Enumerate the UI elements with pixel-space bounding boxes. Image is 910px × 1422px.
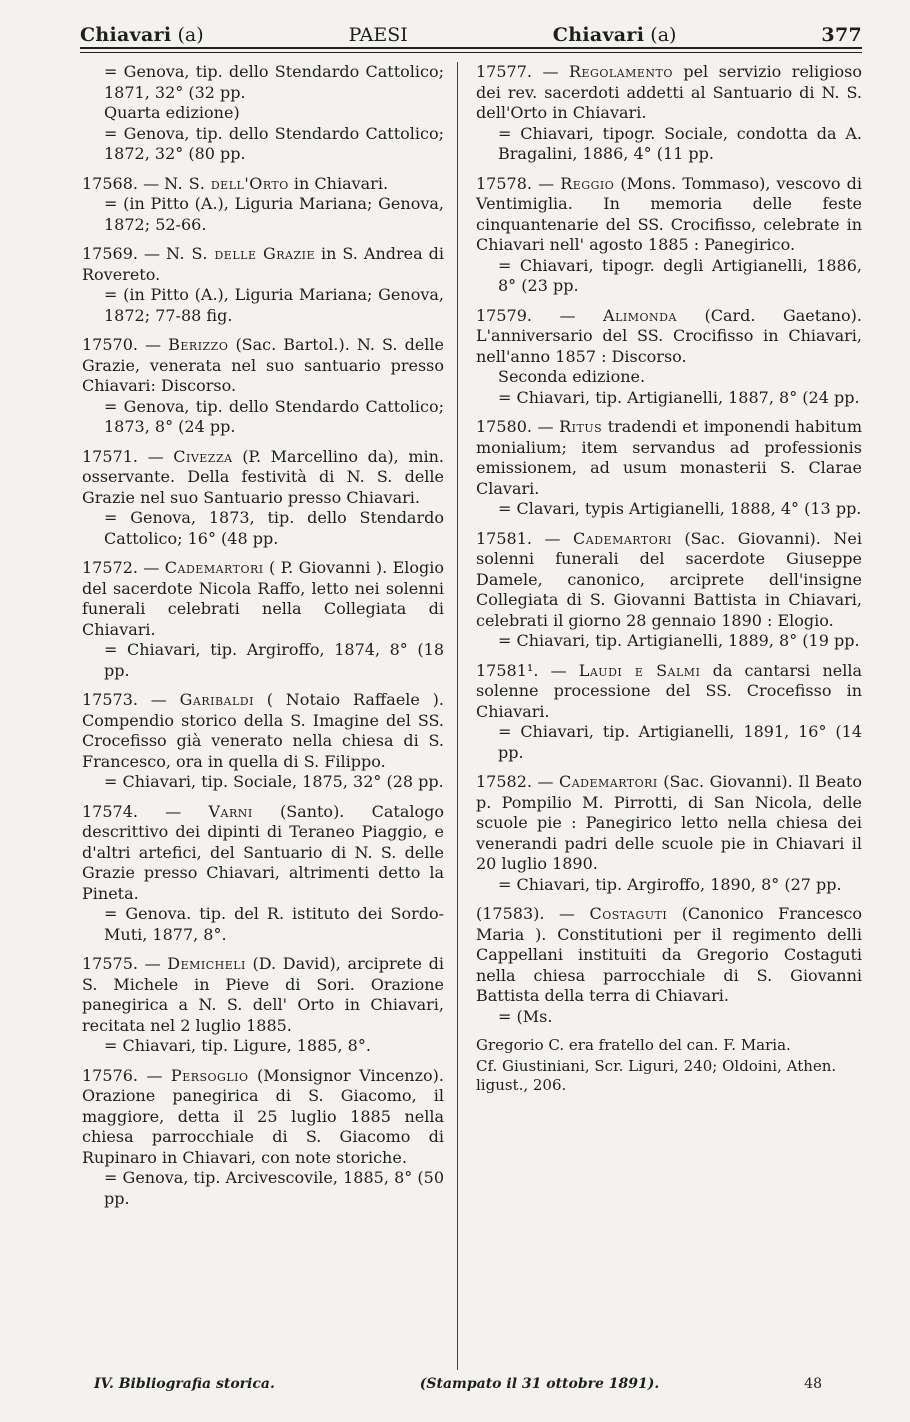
left-column [82,62,444,1218]
entry-number: 17580. [476,417,532,436]
entry-number: 17571. [82,446,138,466]
entry-body [82,1066,444,1169]
entry-body [476,62,862,124]
entry-number: 17572. [82,558,138,577]
entry-author: Berizzo [168,335,229,354]
entry-author: Persoglio [170,1065,249,1085]
entry-number: 17573. [82,690,138,709]
entry-author: Varni [208,801,253,821]
entry-number: 17575. [82,954,138,973]
bibliography-entry [476,417,862,520]
bibliography-entry [476,306,862,409]
entry-body [476,661,862,723]
entry-author: N. S. dell'Orto [164,173,289,193]
entry-dash: — [531,62,569,81]
entry-title: (Sac. Bartol.). N. S. delle Grazie, venerata nel suo santuario presso Chiavari: Discorso. [82,335,444,395]
entry-dash: — [531,305,604,325]
entry-title: in S. Andrea di Rovereto. [82,244,444,284]
entry-dash: — [137,446,174,466]
entry-author: N. S. delle Grazie [165,244,315,263]
entry-imprint: = Chiavari, tip. Artigianelli, 1891, 16° (14 pp. [498,722,862,762]
header-left [80,24,204,46]
header-rule-thick [80,47,862,49]
entry-number: 17569. [82,244,138,263]
entry-author: Laudi e Salmi [578,660,701,680]
entry-dash: — [137,335,169,354]
entry-title: (Sac. Giovanni). Il Beato p. Pompilio M. Pirrotti, di San Nicola, delle scuole pie : Panegirico letto nella chiesa dei venerandi padri delle scuole pie in Chiavari il 20 luglio 1890. [476,772,862,873]
entry-title: ( P. Giovanni ). Elogio del sacerdote Nicola Raffo, letto nei solenni funerali celebrati nella Collegiata di Chiavari. [82,558,445,639]
entry-number: 17582. [476,772,532,791]
entry-author: Cademartori [558,772,658,791]
entry-dash: — [137,801,209,821]
entry-number: (17583). [476,904,545,923]
right-column [476,62,862,1097]
entry-line: = Genova, tip. dello Stendardo Cattolico; 1872, 32° (80 pp. [104,123,444,163]
entry-imprint: = Genova. tip. del R. istituto dei Sordo-Muti, 1877, 8°. [104,904,444,944]
entry-body [82,335,444,397]
entry-dash: — [137,244,166,263]
entry-number: 17578. [476,173,532,193]
bibliography-entry [476,661,862,764]
bibliography-entry [82,174,444,236]
entry-number: 17581¹. [476,660,539,680]
entry-imprint: = Chiavari, tipogr. Sociale, condotta da A. Bragalini, 1886, 4° (11 pp. [498,123,862,163]
entry-author: Demicheli [167,954,246,973]
entry-imprint: = Genova, 1873, tip. dello Stendardo Cattolico; 16° (48 pp. [104,508,444,548]
entry-author: Cademartori [573,528,672,548]
entry-body [82,244,444,285]
column-divider [457,62,458,1370]
entry-title: in Chiavari. [293,173,389,193]
footer-print-date: (Stampato il 31 ottobre 1891). [419,1376,660,1392]
bibliography-entry [82,335,444,438]
entry-body [82,802,444,905]
entry-number: 17574. [82,801,138,821]
entry-title: pel servizio religioso dei rev. sacerdoti addetti al Santuario di N. S. dell'Orto in Chiavari. [476,62,862,122]
entry-imprint: = Clavari, typis Artigianelli, 1888, 4° (13 pp. [498,499,862,518]
bibliographic-note [476,1036,862,1095]
entry-dash: — [137,690,180,709]
entry-body [476,174,862,256]
entry-imprint: = Genova, tip. dello Stendardo Cattolico; 1873, 8° (24 pp. [104,396,444,436]
entry-title: da cantarsi nella solenne processione del SS. Crocefisso in Chiavari. [476,660,862,721]
entry-author: Civezza [173,446,233,466]
entry-dash: — [544,904,590,923]
entry-author: Cademartori [164,558,264,577]
header-right [553,24,677,46]
entry-number: 17577. [476,62,532,81]
running-header [80,14,862,46]
entry-dash: — [531,417,560,436]
entry-imprint: = (Ms. [498,1006,553,1026]
bibliography-entry [82,954,444,1057]
entry-dash: — [137,1065,171,1085]
entry-line: Quarta edizione) [104,103,240,122]
header-right-suffix: (a) [650,24,677,46]
header-left-title: Chiavari [80,24,172,46]
bibliography-entry [82,690,444,793]
page-footer [94,1376,822,1392]
entry-title: (Santo). Catalogo descrittivo dei dipinti di Teraneo Piaggio, e d'altri artefici, del Santuario di N. S. delle Grazie presso Chiavari, altrimenti detto la Pineta. [82,801,444,903]
entry-title: (Monsignor Vincenzo). Orazione panegirica di S. Giacomo, il maggiore, detta il 25 luglio 1885 nella chiesa parrocchiale di S. Giacomo di Rupinaro in Chiavari, con note storiche. [82,1065,444,1167]
entry-dash: — [137,954,168,973]
entry-body [476,529,862,632]
bibliography-entry [476,529,862,652]
entry-number: 17570. [82,335,138,354]
right-entries [476,62,862,1027]
bibliography-entry [82,447,444,550]
entry-title: (Mons. Tommaso), vescovo di Ventimiglia. In memoria delle feste cinquantenarie del SS. Crocifisso, celebrate in Chiavari nell' agosto 1885 : Panegirico. [476,173,863,254]
bibliography-entry [82,1066,444,1210]
entry-imprint: = Chiavari, tip. Artigianelli, 1889, 8° (19 pp. [498,631,860,650]
entry-author: Regolamento [568,62,673,81]
entry-number: 17576. [82,1065,138,1085]
entry-body [82,447,444,509]
entry-author: Costaguti [589,904,668,923]
entry-title: (Sac. Giovanni). Nei solenni funerali del sacerdote Giuseppe Damele, canonico, arciprete dell'insigne Collegiata di S. Giovanni Battista in Chiavari, celebrati il giorno 28 gennaio 1890 : Elogio. [476,528,862,630]
entry-title: tradendi et imponendi habitum monialium; item servandus ad professionis emissionem, ad usum monasterii S. Clarae Clavari. [476,417,863,498]
bibliography-entry [82,802,444,946]
entry-dash: — [137,558,165,577]
entry-body [82,558,444,640]
bibliography-entry [82,558,444,681]
entry-imprint: = Chiavari, tip. Ligure, 1885, 8°. [104,1036,371,1055]
entry-number: 17579. [476,305,532,325]
bibliography-entry [476,62,862,165]
entry-imprint: = Chiavari, tipogr. degli Artigianelli, 1886, 8° (23 pp. [498,255,862,295]
entry-dash: — [531,173,561,193]
footer-series: IV. Bibliografia storica. [94,1376,275,1392]
entry-body [82,954,444,1036]
entry-author: Ritus [559,417,603,436]
header-left-suffix: (a) [177,24,204,46]
entry-body [476,306,862,368]
entry-dash: — [137,173,165,193]
entry-imprint: = (in Pitto (A.), Liguria Mariana; Genova, 1872; 77-88 fig. [104,285,444,325]
entry-dash: — [538,660,579,680]
bibliography-entry [476,174,862,297]
entry-body [476,417,862,499]
entry-author: Garibaldi [179,690,254,709]
entry-imprint: Seconda edizione. [498,367,646,386]
entry-body [82,174,444,195]
entry-title: ( Notaio Raffaele ). Compendio storico della S. Imagine del SS. Crocefisso già venerato nella chiesa di S. Francesco, ora in quella di S. Filippo. [82,690,445,771]
bibliography-entry [82,244,444,326]
header-rule-thin [80,52,862,53]
entry-title: (P. Marcellino da), min. osservante. Della festività di N. S. delle Grazie nel suo Santuario presso Chiavari. [82,446,445,507]
note-line-2: Cf. Giustiniani, Scr. Liguri, 240; Oldoini, Athen. ligust., 206. [476,1057,837,1094]
bibliography-entry [82,62,444,165]
entry-imprint: = (in Pitto (A.), Liguria Mariana; Genova, 1872; 52-66. [104,194,444,234]
entry-number: 17581. [476,528,532,548]
entry-title: (Canonico Francesco Maria ). Constitutioni per il regimento delli Cappellani instituiti da Gregorio Costaguti nella chiesa parrocchiale di S. Giovanni Battista della terra di Chiavari. [476,904,862,1005]
entry-line: = Genova, tip. dello Stendardo Cattolico; 1871, 32° (32 pp. [104,62,444,102]
entry-body [476,904,862,1007]
page-number: 377 [821,24,862,46]
entry-dash: — [531,528,574,548]
entry-imprint: = Chiavari, tip. Sociale, 1875, 32° (28 pp. [104,772,444,791]
entry-author: Reggio [560,173,615,193]
entry-dash: — [531,772,559,791]
bibliography-entry [476,904,862,1027]
entry-body [82,690,444,772]
header-right-title: Chiavari [552,24,645,46]
entry-number: 17568. [82,173,138,193]
footer-signature: 48 [804,1376,822,1392]
entry-title: (D. David), arciprete di S. Michele in Pieve di Sori. Orazione panegirica a N. S. dell' Orto in Chiavari, recitata nel 2 luglio 1885. [82,954,445,1035]
entry-author: Alimonda [603,305,677,325]
entry-title: (Card. Gaetano). L'anniversario del SS. Crocifisso in Chiavari, nell'anno 1857 : Discorso. [476,305,863,366]
entry-imprint: = Chiavari, tip. Argiroffo, 1874, 8° (18 pp. [104,640,444,680]
bibliography-entry [476,772,862,895]
entry-imprint: = Chiavari, tip. Artigianelli, 1887, 8° (24 pp. [498,387,860,407]
entry-imprint: = Genova, tip. Arcivescovile, 1885, 8° (50 pp. [104,1168,444,1208]
header-center-title: PAESI [348,24,408,46]
entry-imprint: = Chiavari, tip. Argiroffo, 1890, 8° (27 pp. [498,874,842,894]
note-line-1: Gregorio C. era fratello del can. F. Maria. [476,1036,791,1054]
entry-body [476,772,862,875]
